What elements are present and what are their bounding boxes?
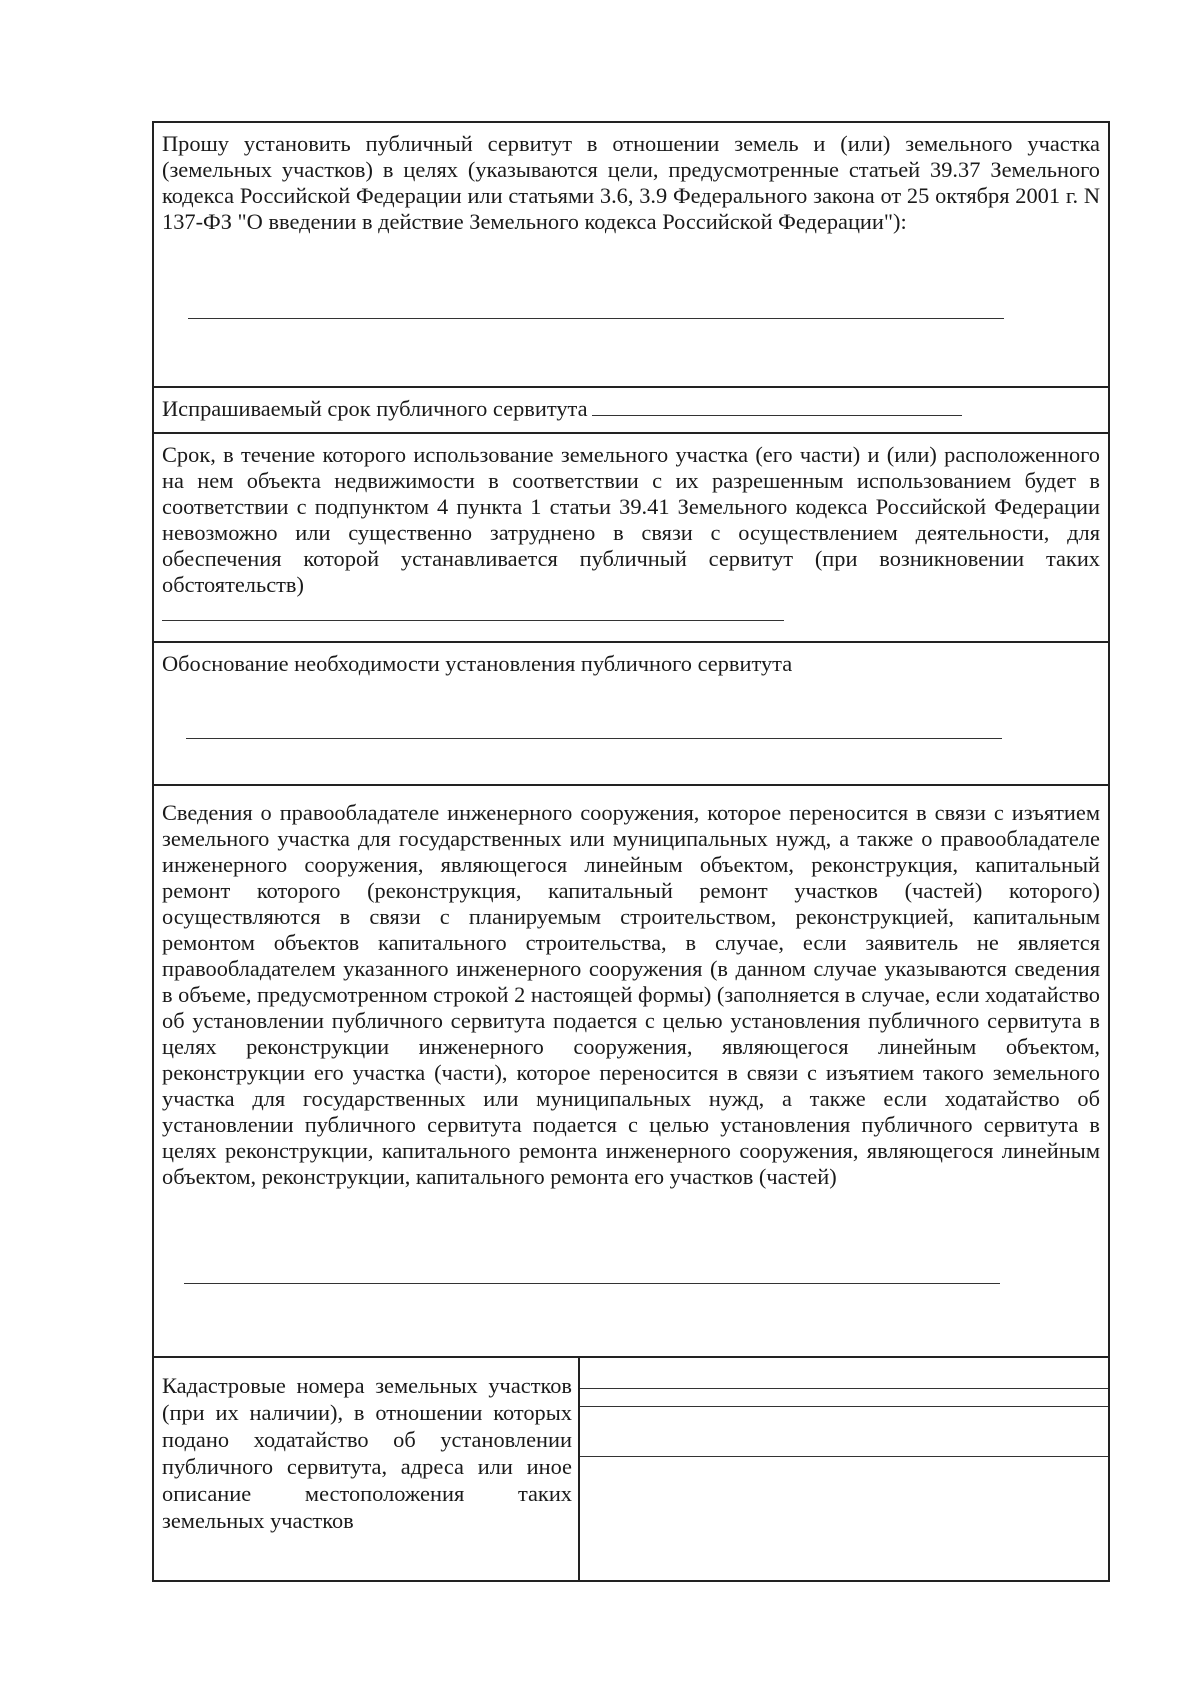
cadastral-line-2 xyxy=(580,1406,1108,1407)
cadastral-values-cell[interactable] xyxy=(580,1358,1108,1580)
requested-term-row xyxy=(154,388,1108,434)
rightholder-info-blank-line[interactable] xyxy=(184,1283,1000,1284)
cadastral-row xyxy=(154,1358,1108,1580)
justification-row xyxy=(154,643,1108,786)
justification-blank-line[interactable] xyxy=(186,738,1002,739)
requested-term-blank-line[interactable] xyxy=(592,397,962,416)
cadastral-line-3 xyxy=(580,1456,1108,1457)
cadastral-line-1 xyxy=(580,1388,1108,1389)
usage-impossible-term-blank-line[interactable] xyxy=(162,620,784,621)
cadastral-label-text: Кадастровые номера земельных участков (при их наличии), в отношении которых подано ходатайство об установлении публичного сервитута, адреса или иное описание местоположения таких земельных участков xyxy=(162,1373,572,1533)
usage-impossible-term-text: Срок, в течение которого использование земельного участка (его части) и (или) расположенного на нем объекта недвижимости в соответствии с их разрешенным использованием будет в соответствии с подпунктом 4 пункта 1 статьи 39.41 Земельного кодекса Российской Федерации невозможно или существенно затруднено в связи с осуществлением деятельности, для обеспечения которой устанавливается публичный сервитут (при возникновении таких обстоятельств) xyxy=(162,442,1100,597)
justification-text: Обоснование необходимости установления публичного сервитута xyxy=(162,651,793,676)
purpose-request-text: Прошу установить публичный сервитут в отношении земель и (или) земельного участка (земельных участков) в целях (указываются цели, предусмотренные статьей 39.37 Земельного кодекса Российской Федерации или статьями 3.6, 3.9 Федерального закона от 25 октября 2001 г. N 137-ФЗ "О введении в действие Земельного кодекса Российской Федерации"): xyxy=(162,131,1100,234)
purpose-blank-line[interactable] xyxy=(188,318,1004,319)
requested-term-label: Испрашиваемый срок публичного сервитута xyxy=(162,396,588,421)
cadastral-label-cell xyxy=(154,1358,580,1580)
usage-impossible-term-row xyxy=(154,434,1108,643)
rightholder-info-text: Сведения о правообладателе инженерного сооружения, которое переносится в связи с изъятием земельного участка для государственных или муниципальных нужд, а также о правообладателе инженерного сооружения, являющегося линейным объектом, реконструкция, капитальный ремонт которого (реконструкция, капитальный ремонт участков (частей) которого) осуществляются в связи с планируемым строительством, реконструкцией, капитальным ремонтом объектов капитального строительства, в случае, если заявитель не является правообладателем указанного инженерного сооружения (в данном случае указываются сведения в объеме, предусмотренном строкой 2 настоящей формы) (заполняется в случае, если ходатайство об установлении публичного сервитута подается с целью установления публичного сервитута в целях реконструкции инженерного сооружения, являющегося линейным объектом, реконструкции его участка (части), которое переносится в связи с изъятием такого земельного участка для государственных или муниципальных нужд, а также если ходатайство об установлении публичного сервитута подается с целью установления публичного сервитута в целях реконструкции, капитального ремонта инженерного сооружения, являющегося линейным объектом, реконструкции, капитального ремонта его участков (частей) xyxy=(162,800,1100,1189)
purpose-row xyxy=(154,123,1108,388)
rightholder-info-row xyxy=(154,786,1108,1358)
servitude-application-form xyxy=(152,121,1110,1582)
